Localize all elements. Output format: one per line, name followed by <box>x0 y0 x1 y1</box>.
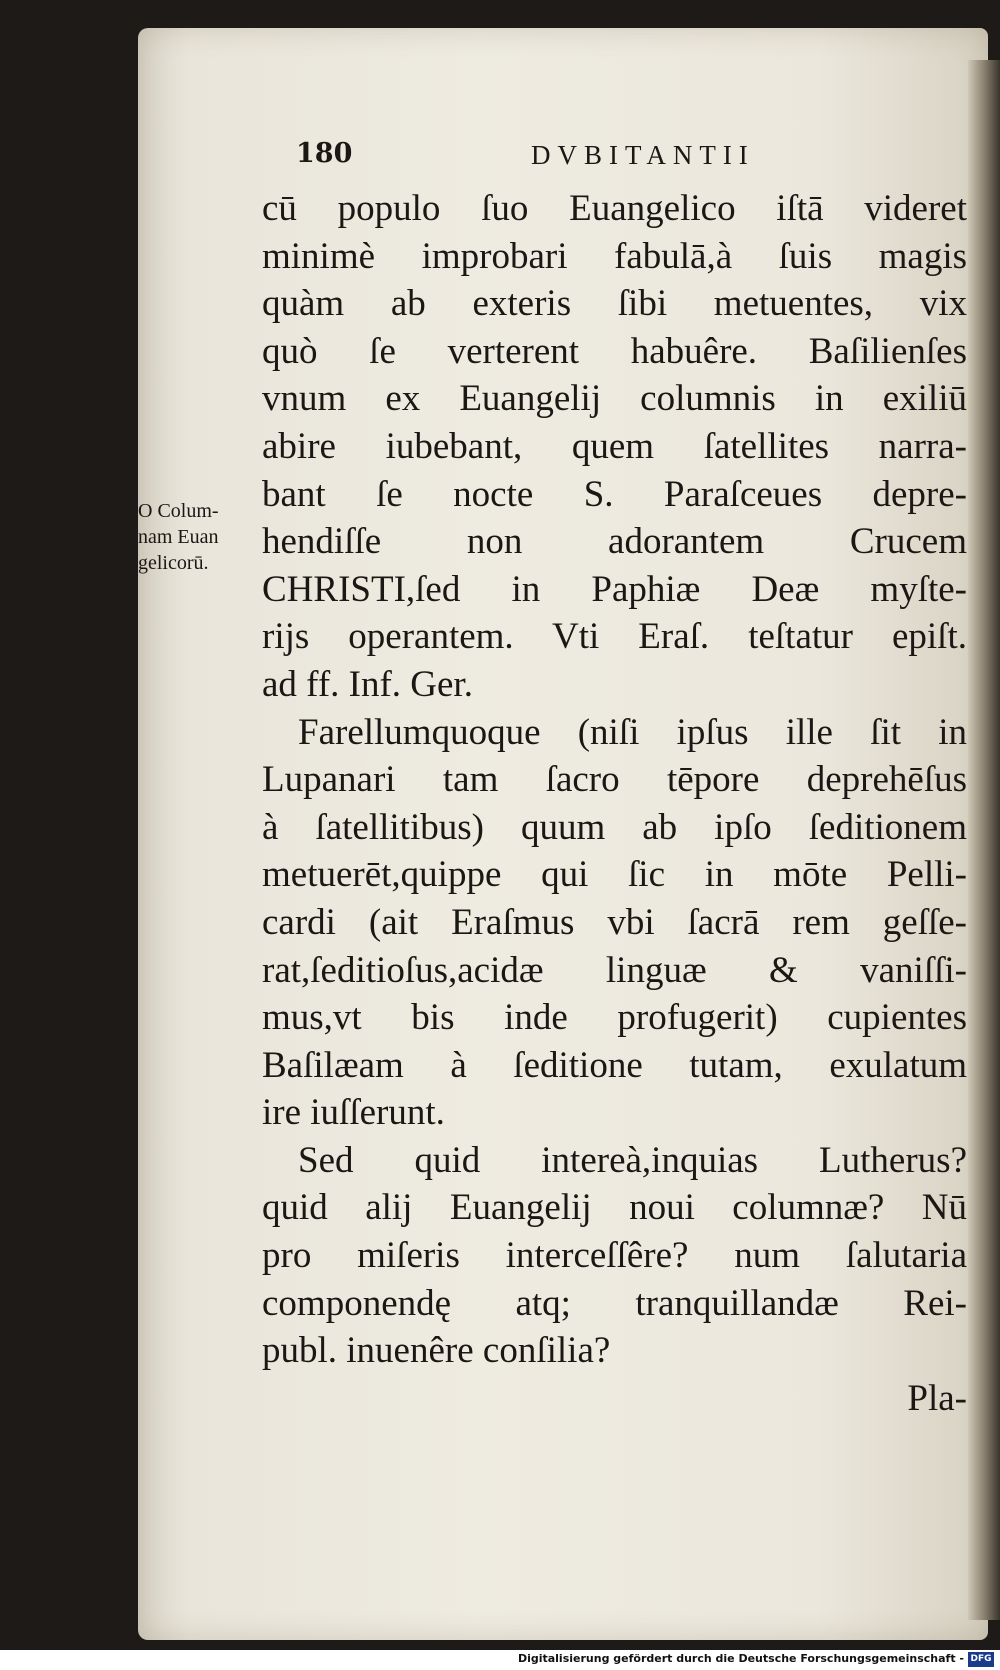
text-line: mus,vt bis inde profugerit) cupientes <box>262 997 967 1039</box>
margin-note <box>138 498 219 576</box>
page-number: 180 <box>296 138 353 169</box>
text-line: quàm ab exteris ſibi metuentes, vix <box>262 283 967 325</box>
text-line: publ. inuenêre conſilia? <box>262 1330 611 1372</box>
text-line: rijs operantem. Vti Eraſ. teſtatur epiſt. <box>262 616 967 658</box>
body-text <box>262 185 967 1422</box>
text-line: CHRISTI,ſed in Paphiæ Deæ myſte- <box>262 568 967 610</box>
text-line: Baſilæam à ſeditione tutam, exulatum <box>262 1044 967 1086</box>
text-line: quid alij Euangelij noui columnæ? Nū <box>262 1187 967 1229</box>
footer-credit: Digitalisierung gefördert durch die Deutsche Forschungsgemeinschaft - <box>517 1652 964 1665</box>
margin-note-line: nam Euan <box>138 526 219 548</box>
text-line: ire iuſſerunt. <box>262 1092 445 1134</box>
text-line: pro miſeris interceſſêre? num ſalutaria <box>262 1235 967 1277</box>
text-line: cardi (ait Eraſmus vbi ſacrā rem geſſe- <box>262 901 967 943</box>
text-line: cū populo ſuo Euangelico iſtā videret <box>262 188 967 229</box>
dfg-logo: DFG <box>968 1652 994 1667</box>
margin-note-line: O Colum- <box>138 500 219 522</box>
text-line: Farellumquoque (niſi ipſus ille ſit in <box>298 711 967 753</box>
text-line: abire iubebant, quem ſatellites narra- <box>262 425 967 467</box>
margin-note-line: gelicorū. <box>138 552 209 574</box>
text-line: ad ff. Inf. Ger. <box>262 663 473 705</box>
text-line: hendiſſe non adorantem Crucem <box>262 521 967 563</box>
text-line: quò ſe verterent habuêre. Baſilienſes <box>262 330 967 372</box>
text-line: metuerēt,quippe qui ſic in mōte Pelli- <box>262 854 967 896</box>
text-line: à ſatellitibus) quum ab ipſo ſeditionem <box>262 806 967 848</box>
text-line: bant ſe nocte S. Paraſceues depre- <box>262 473 967 515</box>
page-edge <box>968 60 1000 1620</box>
text-line: minimè improbari fabulā,à ſuis magis <box>262 235 967 277</box>
text-line: componendę atq; tranquillandæ Rei- <box>262 1282 967 1324</box>
text-line: Sed quid intereà,inquias Lutherus? <box>298 1139 967 1181</box>
running-head: DVBITANTII <box>531 140 755 170</box>
catchword: Pla- <box>907 1377 967 1419</box>
footer <box>0 1650 1000 1670</box>
text-line: rat,ſeditioſus,acidæ linguæ & vaniſſi- <box>262 949 967 991</box>
text-line: Lupanari tam ſacro tēpore deprehēſus <box>262 759 967 801</box>
page-header <box>0 138 1000 178</box>
text-line: vnum ex Euangelij columnis in exiliū <box>262 378 967 420</box>
